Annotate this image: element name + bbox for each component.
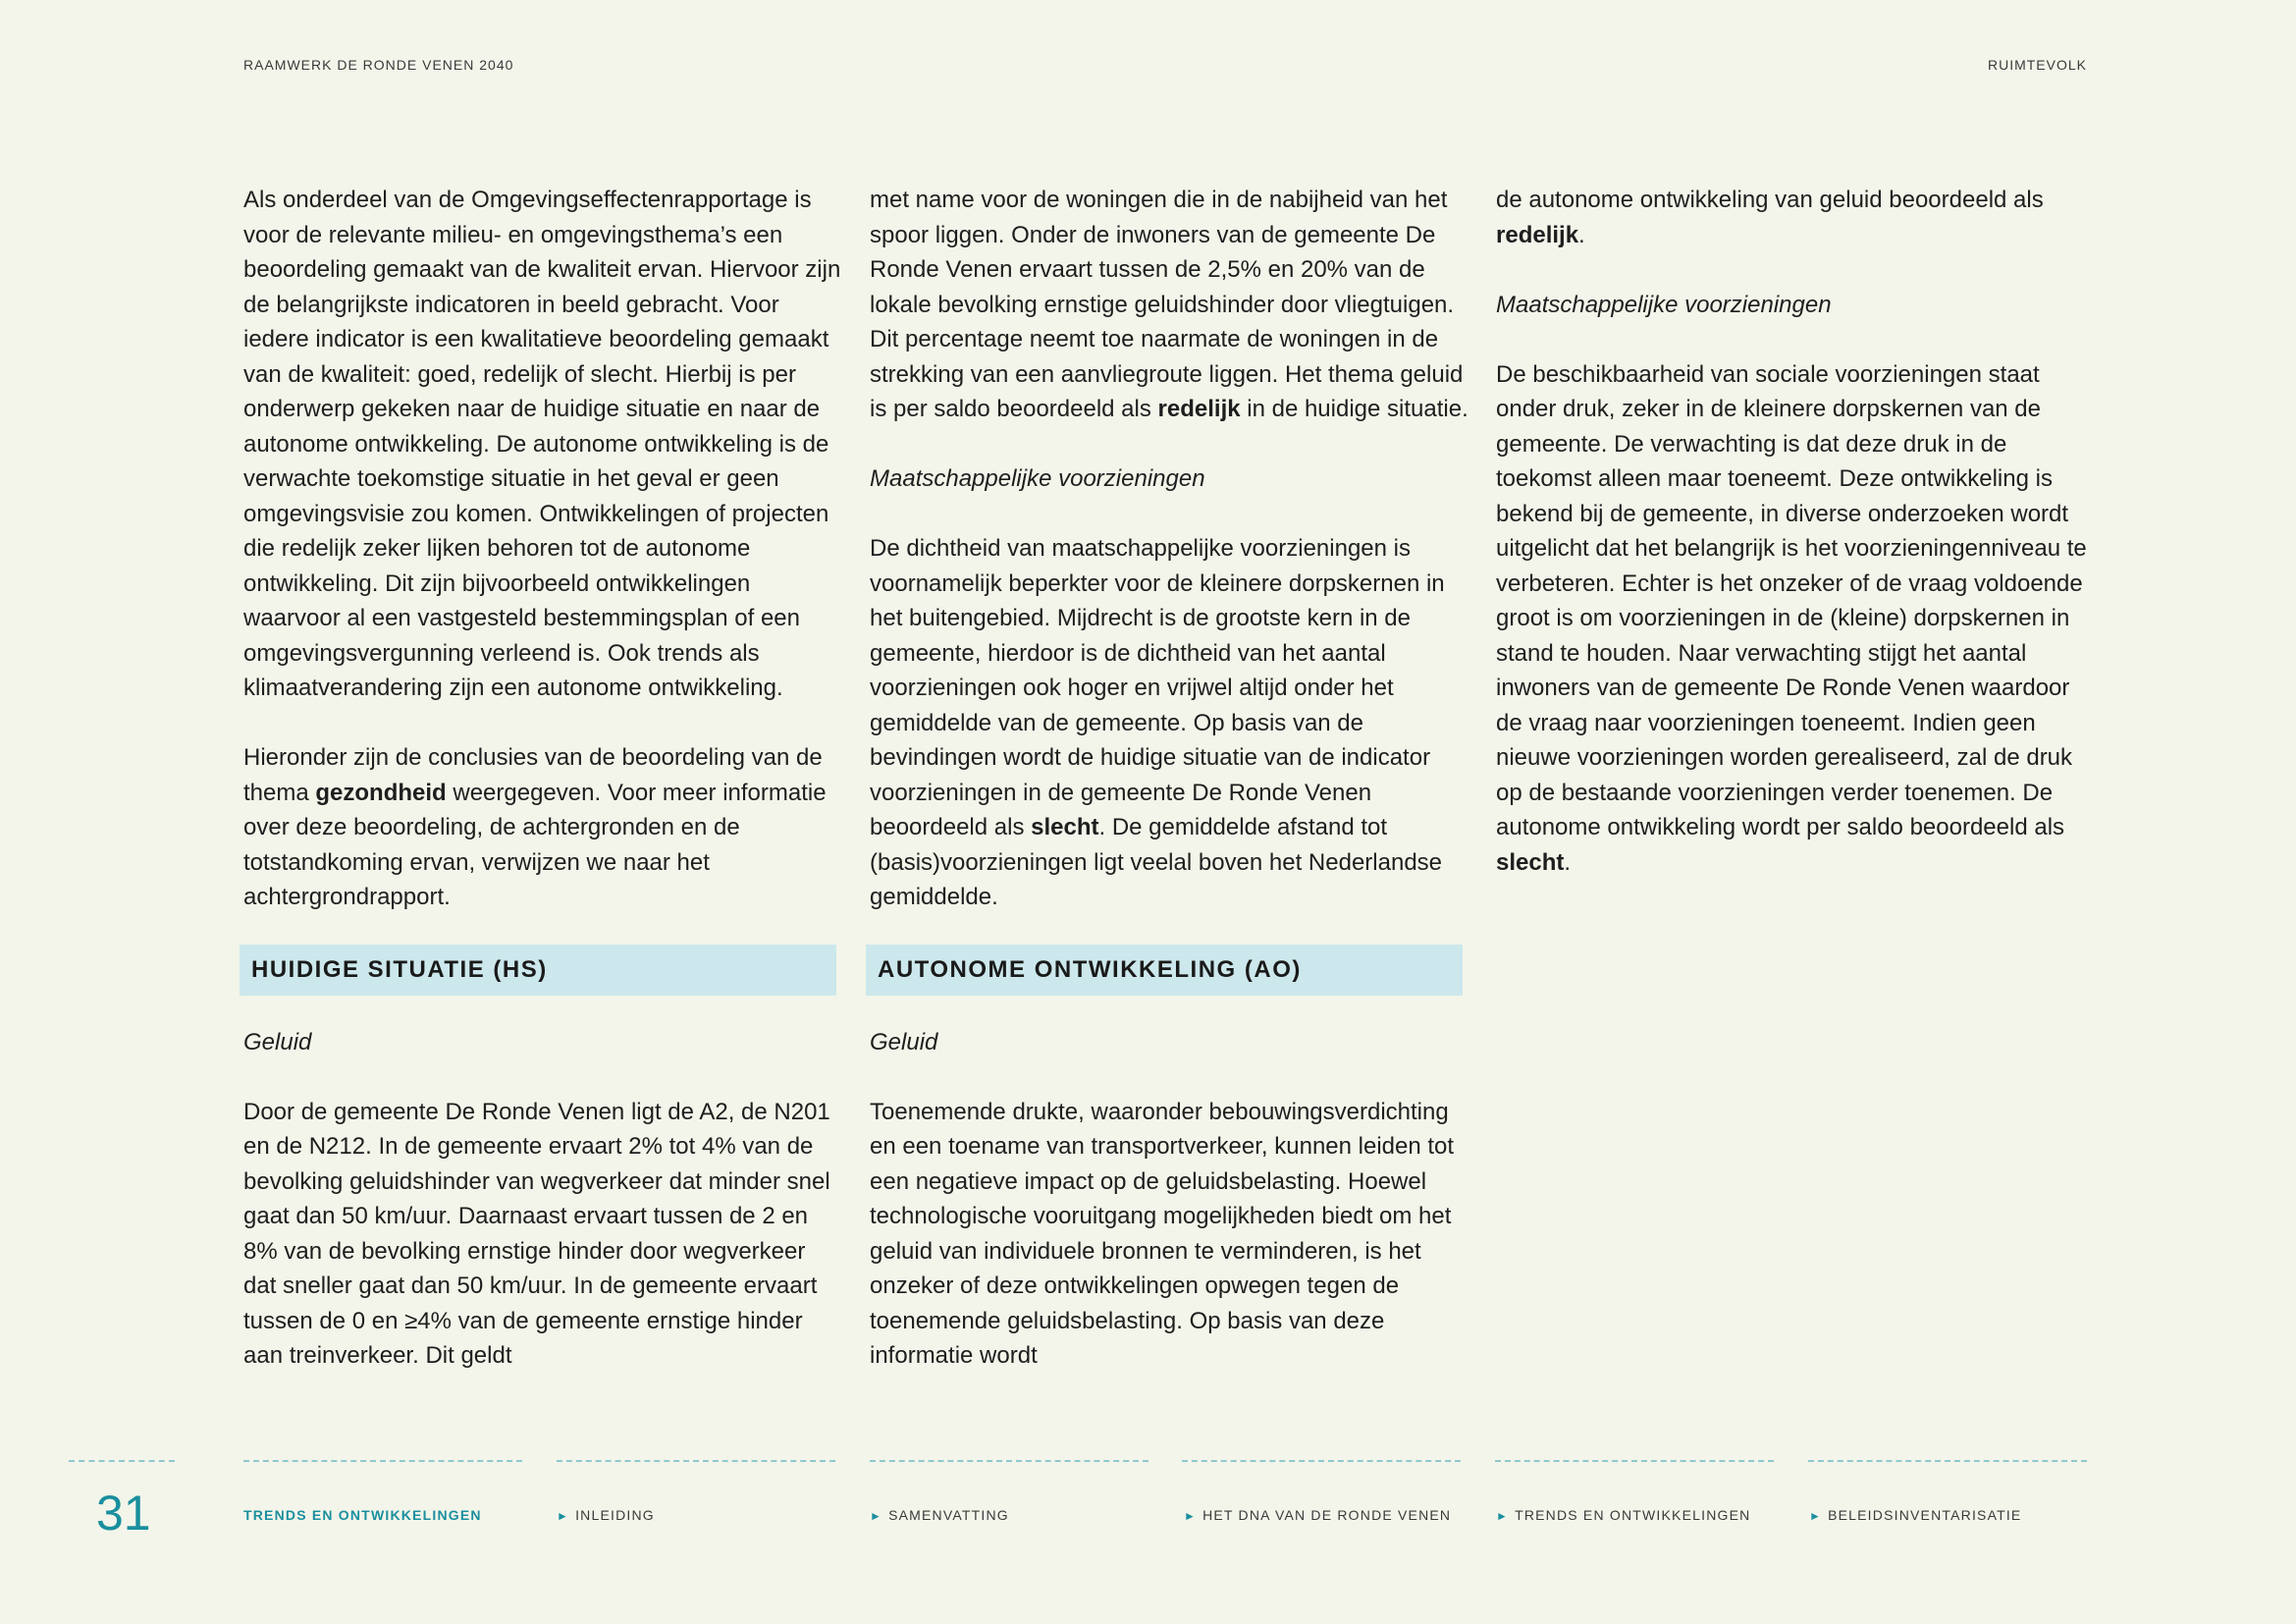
geluid-hs-continued-paragraph: met name voor de woningen die in de nabijheid van het spoor liggen. Onder de inwoners van de gemeente De Ronde Venen ervaart tussen de 2,5% en 20% van de lokale bevolking ernstige geluidshinder door vliegtuigen. Dit percentage neemt toe naarmate de woningen in de strekking van een aanvliegroute liggen. Het thema geluid is per saldo beoordeeld als redelijk in de huidige situatie. xyxy=(870,187,1468,422)
footer-nav-inleiding[interactable]: ► INLEIDING xyxy=(557,1507,655,1523)
page-number: 31 xyxy=(96,1486,151,1541)
voorzieningen-hs-paragraph: De dichtheid van maatschappelijke voorzieningen is voornamelijk beperkter voor de kleinere dorpskernen in het buitengebied. Mijdrecht is de grootste kern in de gemeente, hierdoor is de dichtheid van het aantal voorzieningen ook hoger en vrijwel altijd onder het gemiddelde van de gemeente. Op basis van de bevindingen wordt de huidige situatie van de indicator voorzieningen in de gemeente De Ronde Venen beoordeeld als slecht. De gemiddelde afstand tot (basis)voorzieningen ligt veelal boven het Nederlandse gemiddelde. xyxy=(870,535,1445,910)
footer-nav-dna[interactable]: ► HET DNA VAN DE RONDE VENEN xyxy=(1184,1507,1452,1523)
triangle-right-icon: ► xyxy=(557,1509,570,1523)
text-column-2 xyxy=(870,183,1470,1374)
subheading-geluid: Geluid xyxy=(243,1028,312,1056)
footer-divider xyxy=(69,1460,175,1462)
triangle-right-icon: ► xyxy=(1184,1509,1198,1523)
footer-current-section: TRENDS EN ONTWIKKELINGEN xyxy=(243,1507,482,1523)
subheading-voorzieningen-ao: Maatschappelijke voorzieningen xyxy=(1496,291,1832,318)
subheading-geluid-ao: Geluid xyxy=(870,1028,938,1056)
section-heading-autonome-ontwikkeling: AUTONOME ONTWIKKELING (AO) xyxy=(866,945,1463,996)
conclusion-paragraph: Hieronder zijn de conclusies van de beoordeling van de thema gezondheid weergegeven. Voor meer informatie over deze beoordeling, de achtergronden en de totstandkoming ervan, verwijzen we naar het achtergrondrapport. xyxy=(243,744,827,910)
voorzieningen-ao-paragraph: De beschikbaarheid van sociale voorzieningen staat onder druk, zeker in de kleinere dorpskernen van de gemeente. De verwachting is dat deze druk in de toekomst alleen maar toeneemt. Deze ontwikkeling is bekend bij de gemeente, in diverse onderzoeken wordt uitgelicht dat het belangrijk is het voorzieningenniveau te verbeteren. Echter is het onzeker of de vraag voldoende groot is om voorzieningen in de (kleine) dorpskernen in stand te houden. Naar verwachting stijgt het aantal inwoners van de gemeente De Ronde Venen waardoor de vraag naar voorzieningen toeneemt. Indien geen nieuwe voorzieningen worden gerealiseerd, zal de druk op de bestaande voorzieningen verder toenemen. De autonome ontwikkeling wordt per saldo beoordeeld als slecht. xyxy=(1496,360,2087,876)
triangle-right-icon: ► xyxy=(1496,1509,1510,1523)
geluid-ao-paragraph: Toenemende drukte, waaronder bebouwingsverdichting en een toename van transportverkeer, kunnen leiden tot een negatieve impact op de geluidsbelasting. Hoewel technologische vooruitgang mogelijkheden biedt om het geluid van individuele bronnen te verminderen, is het onzeker of deze ontwikkelingen opwegen tegen de toenemende geluidsbelasting. Op basis van deze informatie wordt xyxy=(870,1098,1455,1369)
subheading-voorzieningen: Maatschappelijke voorzieningen xyxy=(870,465,1205,492)
footer-divider xyxy=(1182,1460,1461,1462)
running-header-publisher: RUIMTEVOLK xyxy=(1987,57,2087,73)
footer-nav-samenvatting[interactable]: ► SAMENVATTING xyxy=(870,1507,1009,1523)
geluid-hs-paragraph: Door de gemeente De Ronde Venen ligt de A2, de N201 en de N212. In de gemeente ervaart 2% tot 4% van de bevolking geluidshinder van wegverkeer dat minder snel gaat dan 50 km/uur. Daarnaast ervaart tussen de 2 en 8% van de bevolking ernstige hinder door wegverkeer dat sneller gaat dan 50 km/uur. In de gemeente ervaart tussen de 0 en ≥4% van de gemeente ernstige hinder aan treinverkeer. Dit geldt xyxy=(243,1098,830,1369)
text-column-3 xyxy=(1496,183,2097,880)
footer-divider xyxy=(1495,1460,1774,1462)
footer-nav-beleidsinventarisatie[interactable]: ► BELEIDSINVENTARISATIE xyxy=(1809,1507,2022,1523)
running-header-title: RAAMWERK DE RONDE VENEN 2040 xyxy=(243,57,514,73)
footer-nav-trends[interactable]: ► TRENDS EN ONTWIKKELINGEN xyxy=(1496,1507,1751,1523)
intro-paragraph: Als onderdeel van de Omgevingseffectenrapportage is voor de relevante milieu- en omgevingsthema’s een beoordeling gemaakt van de kwaliteit ervan. Hiervoor zijn de belangrijkste indicatoren in beeld gebracht. Voor iedere indicator is een kwalitatieve beoordeling gemaakt van de kwaliteit: goed, redelijk of slecht. Hierbij is per onderwerp gekeken naar de huidige situatie en naar de autonome ontwikkeling. De autonome ontwikkeling is de verwachte toekomstige situatie in het geval er geen omgevingsvisie zou komen. Ontwikkelingen of projecten die redelijk zeker lijken behoren tot de autonome ontwikkeling. Dit zijn bijvoorbeeld ontwikkelingen waarvoor al een vastgesteld bestemmingsplan of een omgevingsvergunning verleend is. Ook trends als klimaatverandering zijn een autonome ontwikkeling. xyxy=(243,187,841,701)
footer-divider xyxy=(1808,1460,2087,1462)
triangle-right-icon: ► xyxy=(1809,1509,1823,1523)
geluid-ao-continued-paragraph: de autonome ontwikkeling van geluid beoordeeld als redelijk. xyxy=(1496,187,2044,248)
footer-divider xyxy=(870,1460,1148,1462)
footer-divider xyxy=(243,1460,522,1462)
section-heading-huidige-situatie: HUIDIGE SITUATIE (HS) xyxy=(240,945,836,996)
triangle-right-icon: ► xyxy=(870,1509,883,1523)
text-column-1 xyxy=(243,183,844,1374)
footer-divider xyxy=(557,1460,835,1462)
